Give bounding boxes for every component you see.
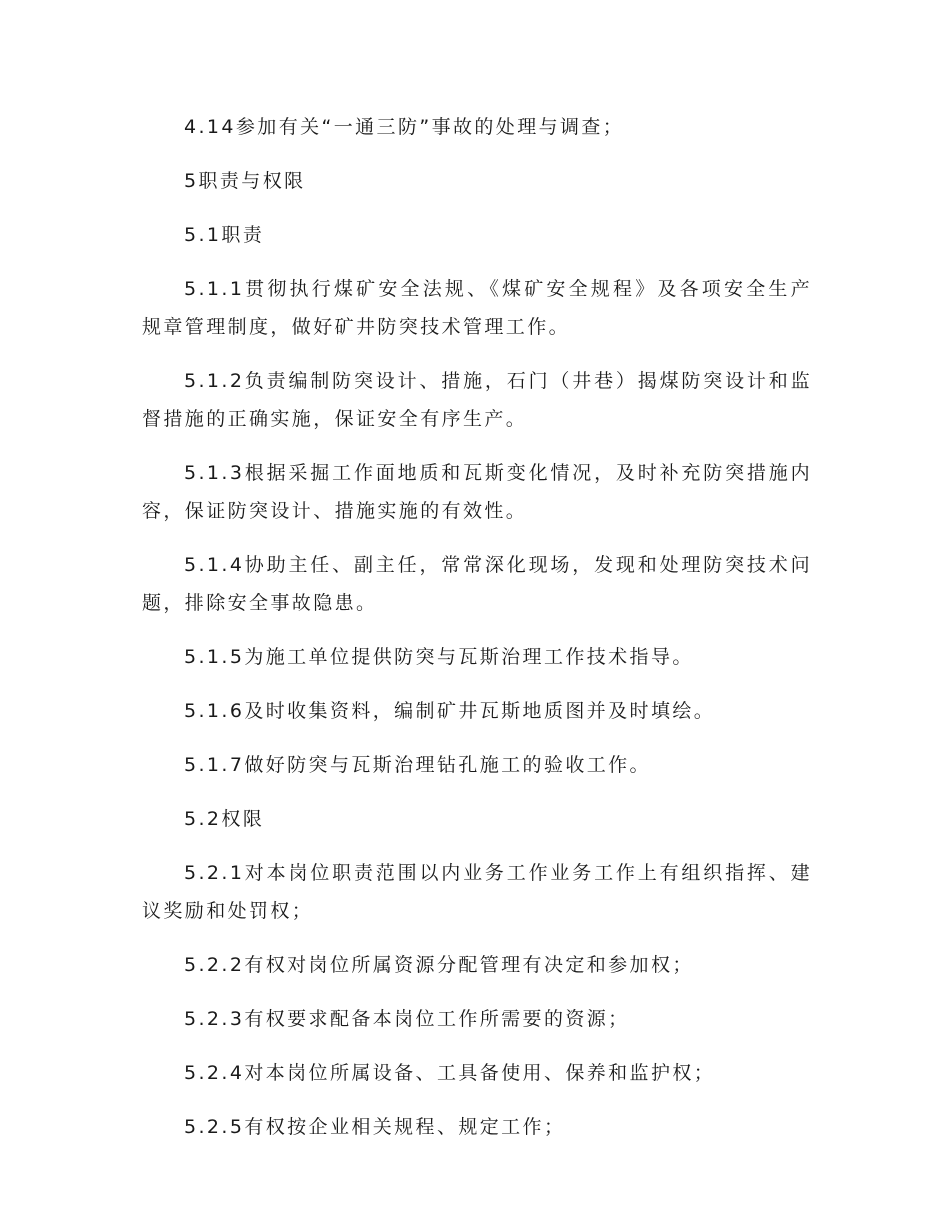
paragraph-5-1-1: 5.1.1贯彻执行煤矿安全法规、《煤矿安全规程》及各项安全生产规章管理制度，做好矿井防突技术管理工作。 <box>142 278 812 338</box>
paragraph-4-14: 4.14参加有关“一通三防”事故的处理与调查； <box>184 116 625 138</box>
paragraph-5-2-4: 5.2.4对本岗位所属设备、工具备使用、保养和监护权； <box>184 1062 716 1084</box>
paragraph-5-1-7: 5.1.7做好防突与瓦斯治理钻孔施工的验收工作。 <box>184 754 651 776</box>
section-heading-5-1: 5.1职责 <box>184 224 265 246</box>
paragraph-5-2-5: 5.2.5有权按企业相关规程、规定工作； <box>184 1116 566 1138</box>
paragraph-5-2-2: 5.2.2有权对岗位所属资源分配管理有决定和参加权； <box>184 954 694 976</box>
section-heading-5-2: 5.2权限 <box>184 808 265 830</box>
document-body <box>142 108 812 1162</box>
paragraph-5-1-2: 5.1.2负责编制防突设计、措施，石门（井巷）揭煤防突设计和监督措施的正确实施，保证安全有序生产。 <box>142 370 812 430</box>
paragraph-5-1-6: 5.1.6及时收集资料，编制矿井瓦斯地质图并及时填绘。 <box>184 700 716 722</box>
paragraph-5-1-5: 5.1.5为施工单位提供防突与瓦斯治理工作技术指导。 <box>184 646 694 668</box>
section-heading-5: 5职责与权限 <box>184 170 306 192</box>
paragraph-5-2-3: 5.2.3有权要求配备本岗位工作所需要的资源； <box>184 1008 630 1030</box>
paragraph-5-1-3: 5.1.3根据采掘工作面地质和瓦斯变化情况，及时补充防突措施内容，保证防突设计、措施实施的有效性。 <box>142 462 812 522</box>
paragraph-5-1-4: 5.1.4协助主任、副主任，常常深化现场，发现和处理防突技术问题，排除安全事故隐患。 <box>142 554 812 614</box>
paragraph-5-2-1: 5.2.1对本岗位职责范围以内业务工作业务工作上有组织指挥、建议奖励和处罚权； <box>142 862 812 922</box>
